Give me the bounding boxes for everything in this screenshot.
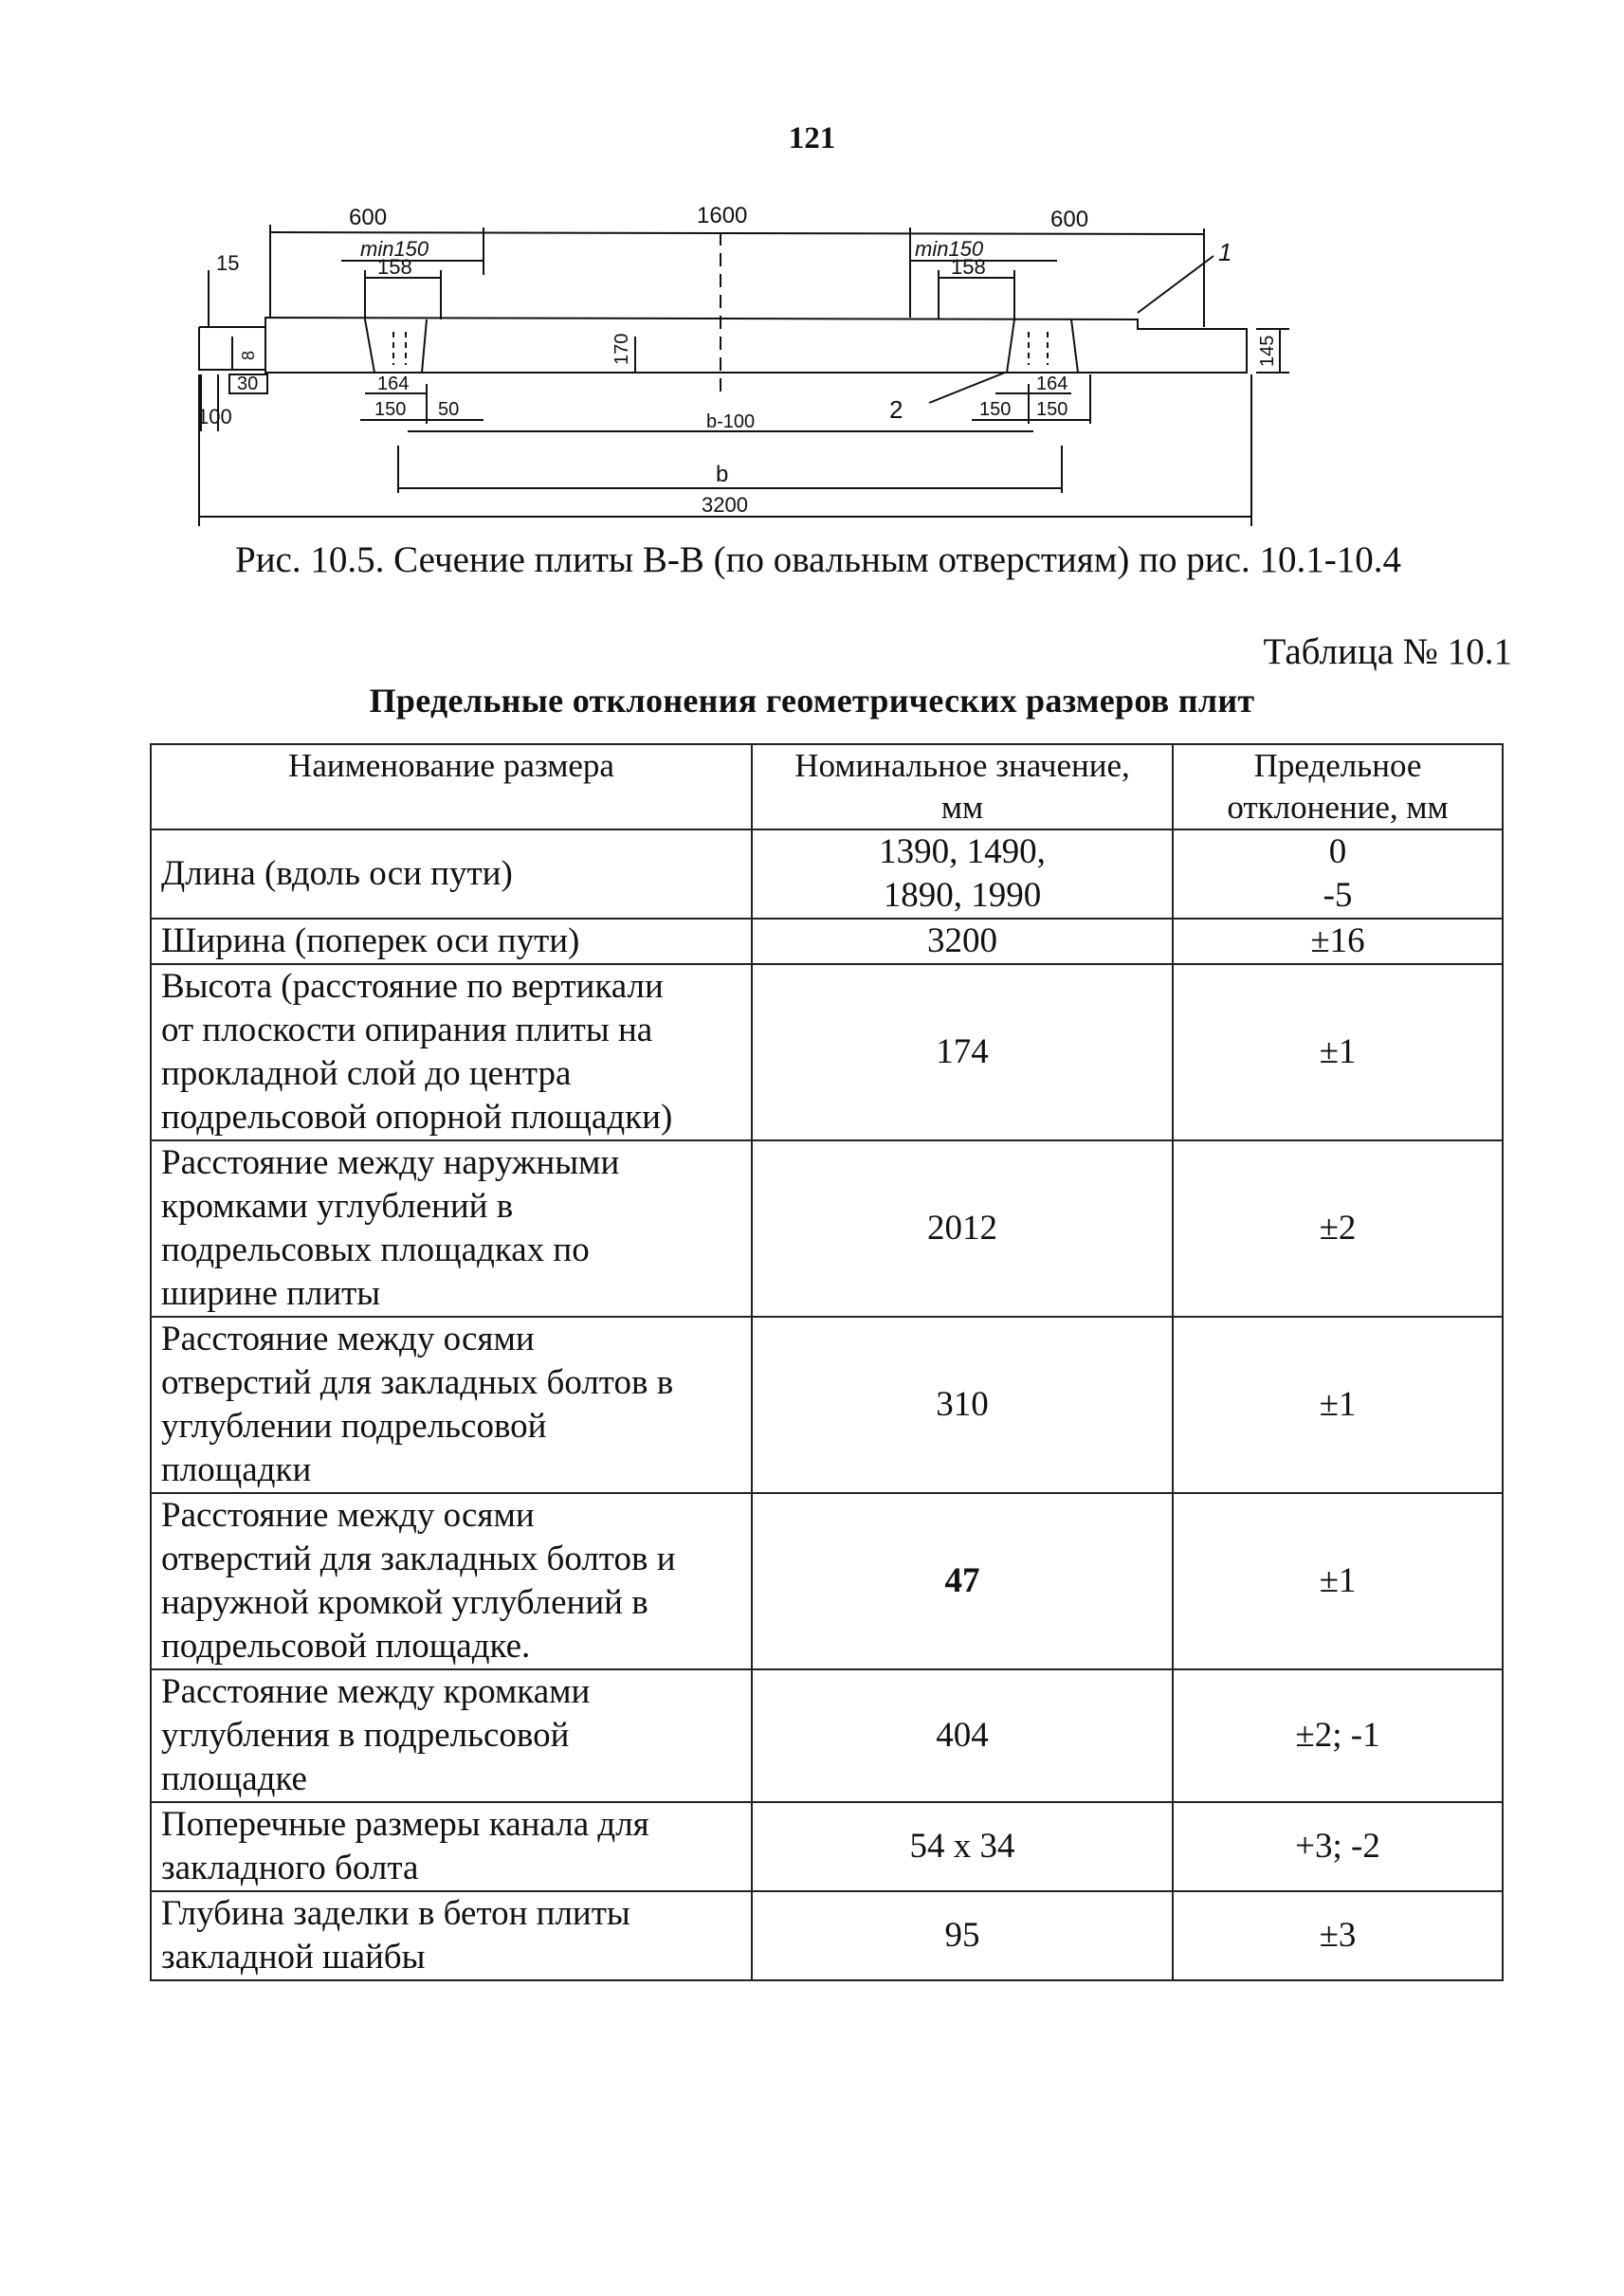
page-number: 121 xyxy=(788,121,836,155)
row-name-cell-line: Расстояние между наружными xyxy=(161,1143,620,1182)
row-nominal-cell xyxy=(752,919,1173,964)
row-tolerance-cell xyxy=(1173,829,1503,919)
dim-15: 15 xyxy=(216,251,240,275)
row-name-cell-line: ширине плиты xyxy=(161,1274,381,1313)
row-name-cell-line: Длина (вдоль оси пути) xyxy=(161,854,513,893)
row-name-cell xyxy=(151,1802,752,1891)
row-tolerance-cell-line: ±1 xyxy=(1319,1032,1357,1071)
table-number: Таблица № 10.1 xyxy=(1263,631,1512,672)
row-nominal-cell xyxy=(752,1669,1173,1802)
row-name-cell-line: подрельсовой опорной площадки) xyxy=(161,1098,673,1137)
callout-2: 2 xyxy=(889,395,903,424)
row-nominal-cell-line: 404 xyxy=(936,1716,989,1755)
row-tolerance-cell-line: ±2; -1 xyxy=(1295,1716,1380,1755)
row-name-cell xyxy=(151,1140,752,1317)
row-name-cell xyxy=(151,919,752,964)
row-nominal-cell xyxy=(752,964,1173,1140)
left-recess xyxy=(365,319,374,373)
table-row xyxy=(151,1493,1503,1669)
dim-50-a: 50 xyxy=(438,399,460,420)
dim-8: 8 xyxy=(239,350,258,360)
header-tolerance xyxy=(1173,744,1503,829)
row-name-cell xyxy=(151,1317,752,1493)
row-name-cell-line: площадки xyxy=(161,1450,312,1489)
header-nominal xyxy=(752,744,1173,829)
table-row xyxy=(151,964,1503,1140)
dim-b-100: b-100 xyxy=(706,411,756,432)
row-nominal-cell xyxy=(752,1493,1173,1669)
row-tolerance-cell xyxy=(1173,1669,1503,1802)
row-name-cell-line: кромками углублений в xyxy=(161,1187,514,1226)
dim-30: 30 xyxy=(237,374,259,394)
row-nominal-cell xyxy=(752,829,1173,919)
row-name-cell-line: углублении подрельсовой xyxy=(161,1407,547,1446)
row-name-cell xyxy=(151,1891,752,1980)
row-tolerance-cell xyxy=(1173,1891,1503,1980)
row-nominal-cell-line: 174 xyxy=(936,1032,989,1071)
row-tolerance-cell-line: ±3 xyxy=(1319,1916,1357,1955)
dim-100: 100 xyxy=(197,405,232,428)
dim-158-right: 158 xyxy=(951,255,986,279)
header-tolerance-line2: отклонение, мм xyxy=(1227,789,1449,826)
row-name-cell-line: отверстий для закладных болтов и xyxy=(161,1540,676,1578)
row-name-cell-line: Высота (расстояние по вертикали xyxy=(161,967,664,1006)
dim-150-b: 150 xyxy=(979,399,1012,420)
row-name-cell-line: Расстояние между осями xyxy=(161,1320,535,1358)
table-header-row xyxy=(151,744,1503,829)
row-tolerance-cell xyxy=(1173,1493,1503,1669)
table-row xyxy=(151,1891,1503,1980)
tolerance-table xyxy=(150,743,1504,1981)
row-nominal-cell xyxy=(752,1317,1173,1493)
row-name-cell-line: закладной шайбы xyxy=(161,1938,426,1977)
slab-section-drawing xyxy=(190,204,1327,536)
table-row xyxy=(151,829,1503,919)
row-name-cell-line: Глубина заделки в бетон плиты xyxy=(161,1894,630,1933)
dim-600-right: 600 xyxy=(1050,207,1089,232)
dim-min150-right: min150 xyxy=(915,237,984,261)
row-name-cell-line: площадке xyxy=(161,1759,307,1798)
row-tolerance-cell-line: ±16 xyxy=(1310,921,1365,960)
row-tolerance-cell xyxy=(1173,1140,1503,1317)
figure-caption: Рис. 10.5. Сечение плиты В-В (по овальным отверстиям) по рис. 10.1-10.4 xyxy=(235,539,1401,580)
dim-150-c: 150 xyxy=(1036,399,1068,420)
row-nominal-cell-line: 2012 xyxy=(927,1209,997,1248)
dim-145: 145 xyxy=(1257,335,1278,367)
dim-3200: 3200 xyxy=(702,493,748,517)
row-nominal-cell-line: 95 xyxy=(944,1916,980,1955)
row-name-cell xyxy=(151,1669,752,1802)
dim-b: b xyxy=(716,462,729,487)
table-title: Предельные отклонения геометрических размеров плит xyxy=(369,682,1255,720)
row-name-cell-line: Поперечные размеры канала для xyxy=(161,1805,649,1844)
row-name-cell-line: наружной кромкой углублений в xyxy=(161,1583,648,1622)
row-nominal-cell-line: 47 xyxy=(944,1561,980,1600)
header-nominal-line2: мм xyxy=(940,789,984,826)
row-name-cell-line: Расстояние между осями xyxy=(161,1496,535,1535)
row-name-cell-line: Расстояние между кромками xyxy=(161,1672,591,1711)
row-tolerance-cell-line: ±1 xyxy=(1319,1385,1357,1424)
dim-150-a: 150 xyxy=(374,399,407,420)
table-row xyxy=(151,1317,1503,1493)
dim-min150-left: min150 xyxy=(360,237,429,261)
row-tolerance-cell-line: -5 xyxy=(1323,876,1353,915)
row-nominal-cell-line: 310 xyxy=(936,1385,989,1424)
row-tolerance-cell xyxy=(1173,919,1503,964)
table-row xyxy=(151,1140,1503,1317)
row-tolerance-cell xyxy=(1173,1802,1503,1891)
row-name-cell-line: прокладной слой до центра xyxy=(161,1054,572,1093)
row-name-cell-line: от плоскости опирания плиты на xyxy=(161,1011,653,1049)
row-name-cell-line: закладного болта xyxy=(161,1849,419,1887)
dim-600-left: 600 xyxy=(349,205,388,230)
dim-170: 170 xyxy=(611,333,632,365)
row-name-cell-line: Ширина (поперек оси пути) xyxy=(161,921,580,960)
callout-1: 1 xyxy=(1218,238,1232,266)
row-tolerance-cell-line: +3; -2 xyxy=(1295,1827,1380,1866)
row-tolerance-cell xyxy=(1173,964,1503,1140)
header-name-text: Наименование размера xyxy=(288,747,614,784)
row-nominal-cell xyxy=(752,1891,1173,1980)
dim-158-left: 158 xyxy=(377,255,412,279)
header-nominal-line1: Номинальное значение, xyxy=(794,747,1130,784)
slab-outline xyxy=(199,318,1247,373)
dim-164-right: 164 xyxy=(1036,374,1068,394)
row-name-cell xyxy=(151,829,752,919)
row-nominal-cell-line: 1390, 1490, xyxy=(879,832,1046,871)
row-name-cell xyxy=(151,1493,752,1669)
table-row xyxy=(151,919,1503,964)
row-name-cell-line: углубления в подрельсовой xyxy=(161,1716,570,1755)
header-name xyxy=(151,744,752,829)
dim-1600: 1600 xyxy=(697,204,748,228)
row-tolerance-cell xyxy=(1173,1317,1503,1493)
row-nominal-cell xyxy=(752,1802,1173,1891)
right-recess xyxy=(1007,319,1014,373)
row-nominal-cell xyxy=(752,1140,1173,1317)
row-name-cell-line: отверстий для закладных болтов в xyxy=(161,1363,674,1402)
row-tolerance-cell-line: ±1 xyxy=(1319,1561,1357,1600)
row-tolerance-cell-line: ±2 xyxy=(1319,1209,1357,1248)
row-nominal-cell-line: 1890, 1990 xyxy=(883,876,1042,915)
dim-164-left: 164 xyxy=(377,374,410,394)
row-name-cell-line: подрельсовых площадках по xyxy=(161,1230,590,1269)
row-tolerance-cell-line: 0 xyxy=(1328,832,1347,871)
header-tolerance-line1: Предельное xyxy=(1253,747,1422,784)
row-name-cell-line: подрельсовой площадке. xyxy=(161,1627,531,1666)
row-name-cell xyxy=(151,964,752,1140)
row-nominal-cell-line: 54 х 34 xyxy=(909,1827,1015,1866)
row-nominal-cell-line: 3200 xyxy=(927,921,997,960)
table-row xyxy=(151,1669,1503,1802)
table-row xyxy=(151,1802,1503,1891)
